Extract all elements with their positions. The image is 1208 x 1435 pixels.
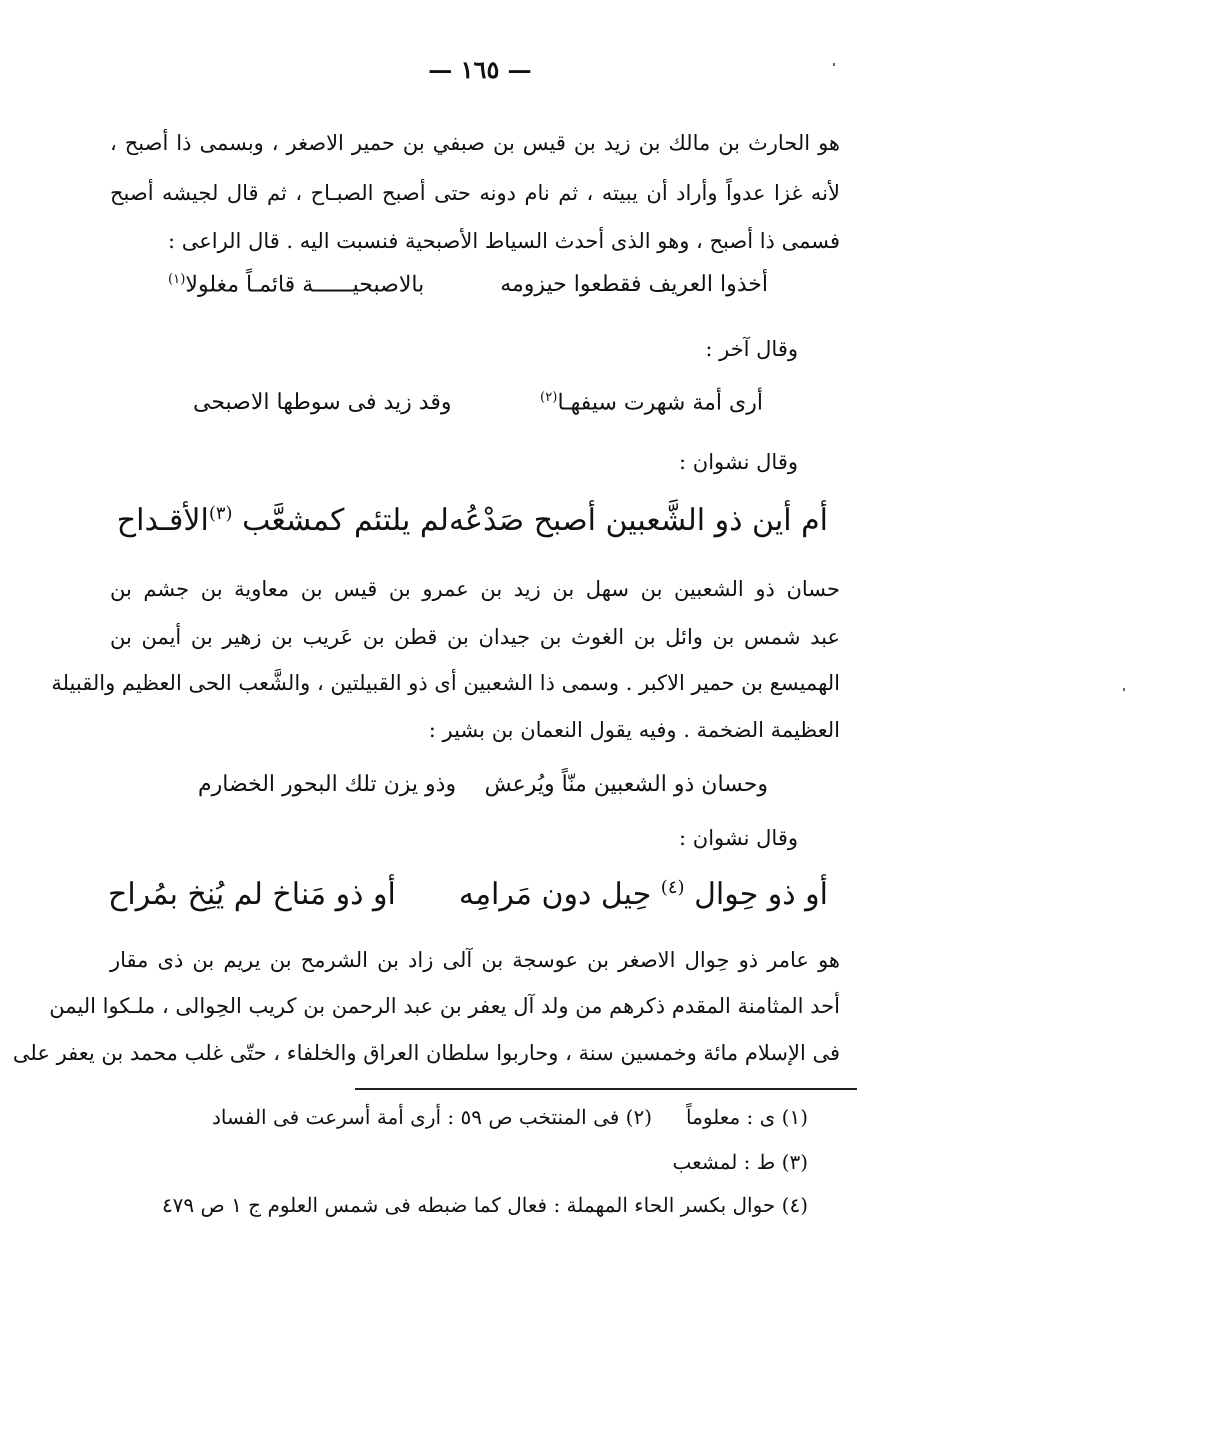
footnote: (٣) ط : لمشعب (672, 1150, 808, 1174)
footnote-divider (355, 1088, 857, 1090)
verse-hemistich-second: وذو يزن تلك البحور الخضارم (198, 772, 457, 797)
prose-line: عبد شمس بن وائل بن الغوث بن جيدان بن قطن بن عَريب بن زهير بن أيمن بن (110, 625, 840, 649)
verse-intro: وقال نشوان : (679, 826, 798, 850)
prose-line: فسمى ذا أصبح ، وهو الذى أحدث السياط الأصبحية فنسبت اليه . قال الراعى : (167, 229, 840, 253)
verse-hemistich-first: وحسان ذو الشعبين منّاً ويُرعش (484, 772, 768, 797)
prose-line: العظيمة الضخمة . وفيه يقول النعمان بن بشير : (428, 718, 840, 742)
verse-hemistich-text: حِيل دون مَرامِه (458, 877, 652, 912)
footnote-marker: (٢) (540, 390, 558, 405)
verse-line (193, 390, 763, 415)
verse-hemistich-first: أخذوا العريف فقطعوا حيزومه (500, 272, 768, 298)
prose-line: فى الإسلام مائة وخمسين سنة ، وحاربوا سلطان العراق والخلفاء ، حتّى غلب محمد بن يعفر على (12, 1041, 840, 1065)
footnote-marker: (٤) (660, 877, 685, 898)
scan-speck (1123, 688, 1125, 691)
footnote-line (212, 1105, 808, 1129)
verse-line (108, 877, 828, 912)
verse-hemistich-second (168, 272, 424, 297)
verse-hemistich-text: الأقـداح (116, 503, 209, 538)
verse-line (116, 503, 828, 538)
verse-hemistich-second (117, 503, 449, 538)
prose-line: هو عامر ذو حِوال الاصغر بن عوسجة بن آلى زاد بن الشرمح بن يريم بن ذى مقار (110, 948, 840, 972)
verse-hemistich-text: لم يلتئم كمشعَّب (242, 503, 449, 538)
footnote-marker: (٣) (208, 503, 233, 524)
verse-hemistich-text: أرى أمة شهرت سيفهـا (557, 390, 763, 416)
footnote: (٢) فى المنتخب ص ٥٩ : أرى أمة أسرعت فى الفساد (212, 1105, 653, 1129)
verse-hemistich-first: أم أين ذو الشَّعبين أصبح صَدْعُه (448, 503, 828, 538)
verse-hemistich-second: وقد زيد فى سوطها الاصبحى (193, 390, 452, 416)
verse-line (198, 772, 768, 797)
verse-hemistich-first (459, 877, 828, 912)
prose-line: حسان ذو الشعبين بن سهل بن زيد بن عمرو بن قيس بن معاوية بن جشم بن (110, 577, 840, 601)
prose-line: أحد المثامنة المقدم ذكرهم من ولد آل يعفر بن عبد الرحمن بن كريب الحِوالى ، ملـكوا اليمن (49, 994, 840, 1018)
verse-intro: وقال نشوان : (679, 450, 798, 474)
footnote: (١) ى : معلوماً (686, 1105, 808, 1129)
prose-line: لأنه غزا عدواً وأراد أن يبيته ، ثم نام دونه حتى أصبح الصبـاح ، ثم قال لجيشه أصبح (110, 181, 840, 205)
footnote: (٤) حوال بكسر الحاء المهملة : فعال كما ضبطه فى شمس العلوم ج ١ ص ٤٧٩ (161, 1193, 808, 1217)
verse-hemistich-text: بالاصبحيــــــة قائمـاً مغلولا (185, 272, 425, 298)
page-number: — ١٦٥ — (428, 55, 532, 84)
verse-hemistich-text: أو ذو حِوال (694, 877, 828, 912)
footnote-marker: (١) (168, 272, 186, 287)
verse-intro: وقال آخر : (705, 337, 798, 361)
prose-line: الهميسع بن حمير الاكبر . وسمى ذا الشعبين أى ذو القبيلتين ، والشَّعب الحى العظيم والقبيلة (51, 671, 840, 695)
verse-hemistich-second: أو ذو مَناخ لم يُنِخ بمُراح (108, 877, 396, 912)
prose-line: هو الحارث بن مالك بن زيد بن قيس بن صبفي بن حمير الاصغر ، وبسمى ذا أصبح ، (110, 131, 840, 155)
scan-speck (833, 63, 835, 66)
verse-line (168, 272, 768, 297)
verse-hemistich-first (540, 390, 763, 415)
